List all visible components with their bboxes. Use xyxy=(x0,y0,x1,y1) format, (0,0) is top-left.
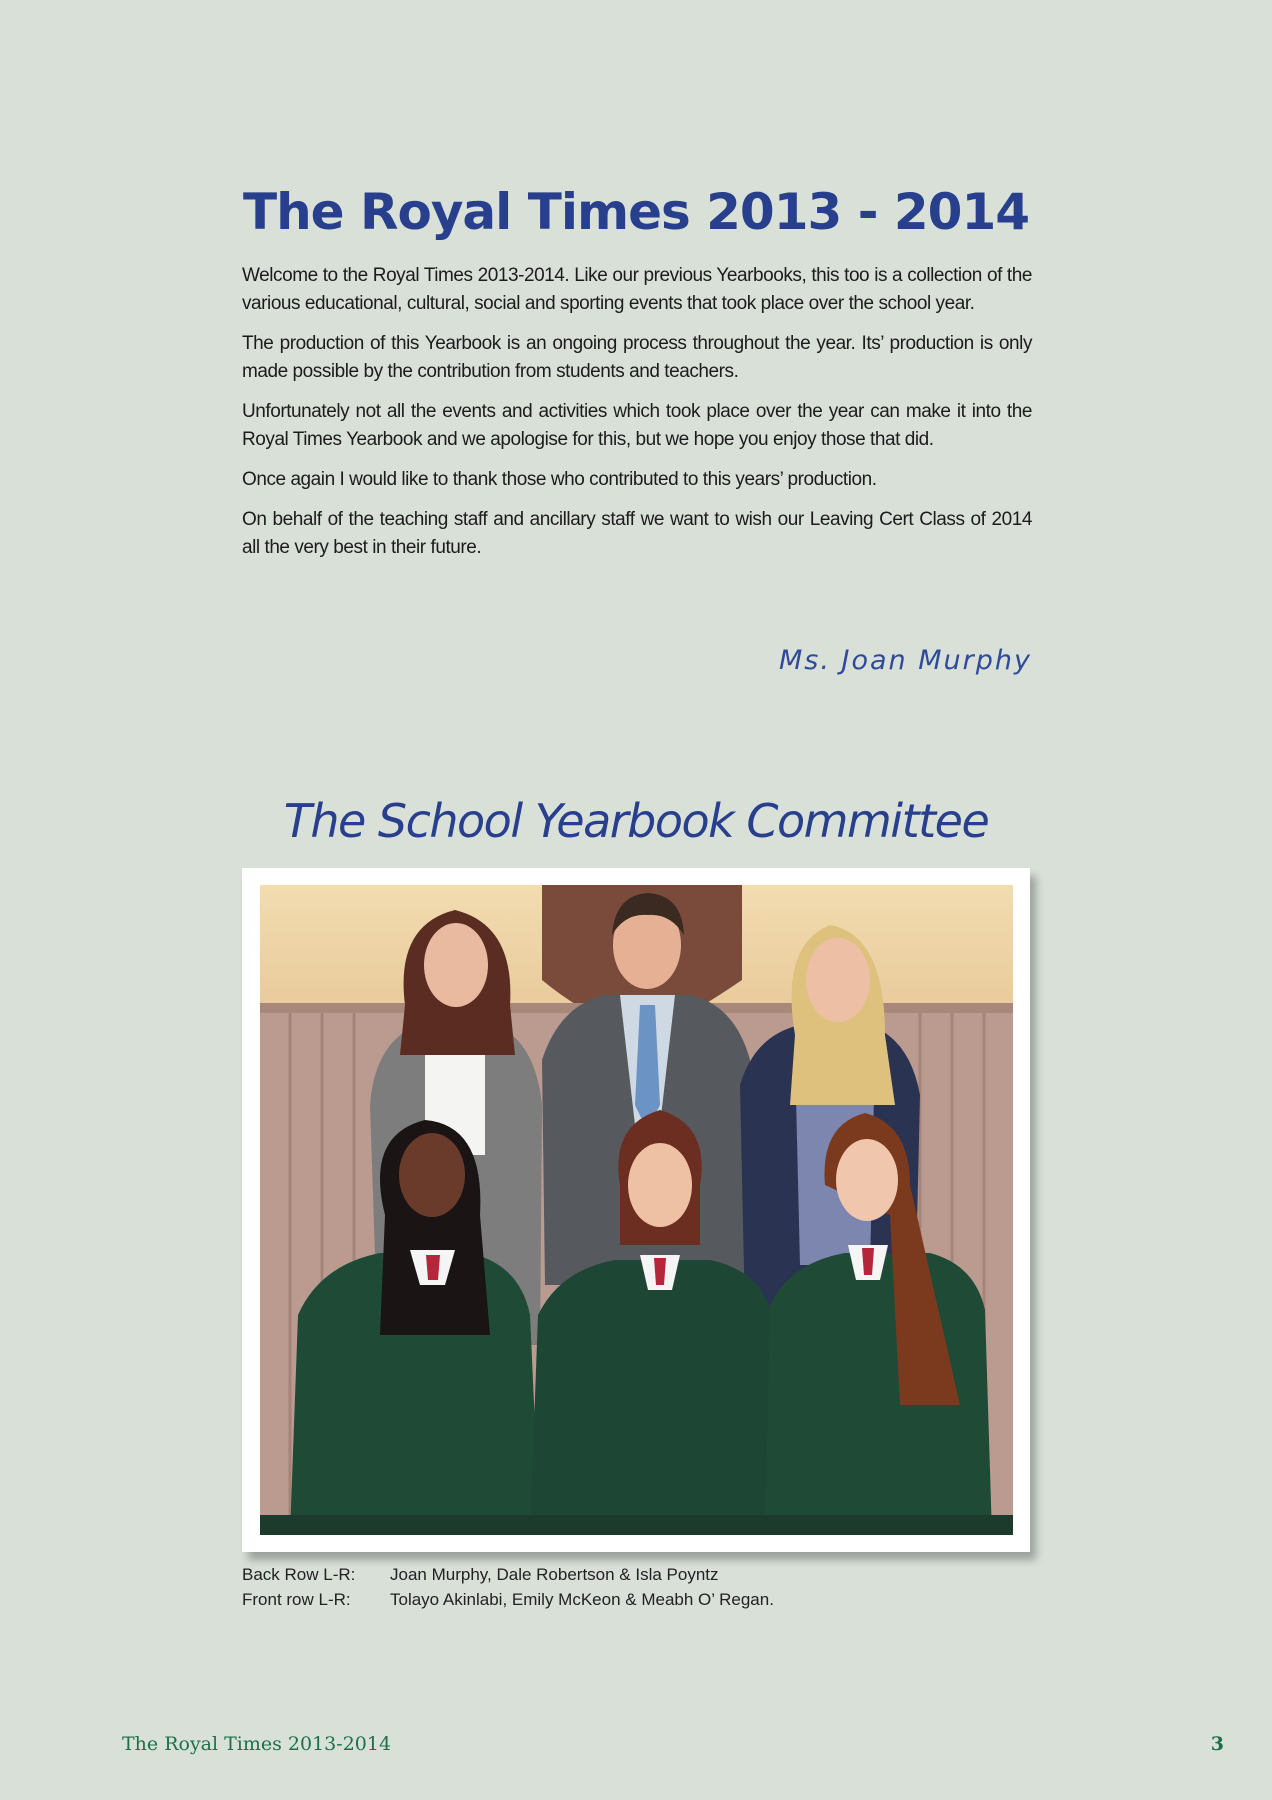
page-title: The Royal Times 2013 - 2014 xyxy=(242,183,1030,241)
intro-text xyxy=(242,262,1032,574)
intro-paragraph: The production of this Yearbook is an ongoing process throughout the year. Its’ production is only made possible by the contribution from students and teachers. xyxy=(242,333,1032,382)
caption-label: Front row L-R: xyxy=(242,1590,351,1609)
photo-frame xyxy=(242,868,1030,1552)
signature: Ms. Joan Murphy xyxy=(779,645,1032,676)
caption-back-row xyxy=(242,1562,774,1587)
photo-caption xyxy=(242,1562,774,1612)
caption-front-row xyxy=(242,1587,774,1612)
intro-paragraph: Welcome to the Royal Times 2013-2014. Like our previous Yearbooks, this too is a collection of the various educational, cultural, social and sporting events that took place over the school year. xyxy=(242,265,1032,314)
caption-names: Tolayo Akinlabi, Emily McKeon & Meabh O’ Regan. xyxy=(390,1590,774,1609)
intro-paragraph: On behalf of the teaching staff and ancillary staff we want to wish our Leaving Cert Class of 2014 all the very best in their future. xyxy=(242,509,1032,558)
committee-title: The School Yearbook Committee xyxy=(283,794,989,848)
footer-publication: The Royal Times 2013-2014 xyxy=(122,1733,392,1755)
intro-paragraph: Unfortunately not all the events and activities which took place over the year can make it into the Royal Times Yearbook and we apologise for this, but we hope you enjoy those that did. xyxy=(242,401,1032,450)
caption-label: Back Row L-R: xyxy=(242,1565,356,1584)
page-number: 3 xyxy=(1210,1733,1224,1755)
intro-paragraph: Once again I would like to thank those who contributed to this years’ production. xyxy=(242,469,877,490)
caption-names: Joan Murphy, Dale Robertson & Isla Poyntz xyxy=(390,1565,719,1584)
committee-photo xyxy=(260,885,1013,1535)
